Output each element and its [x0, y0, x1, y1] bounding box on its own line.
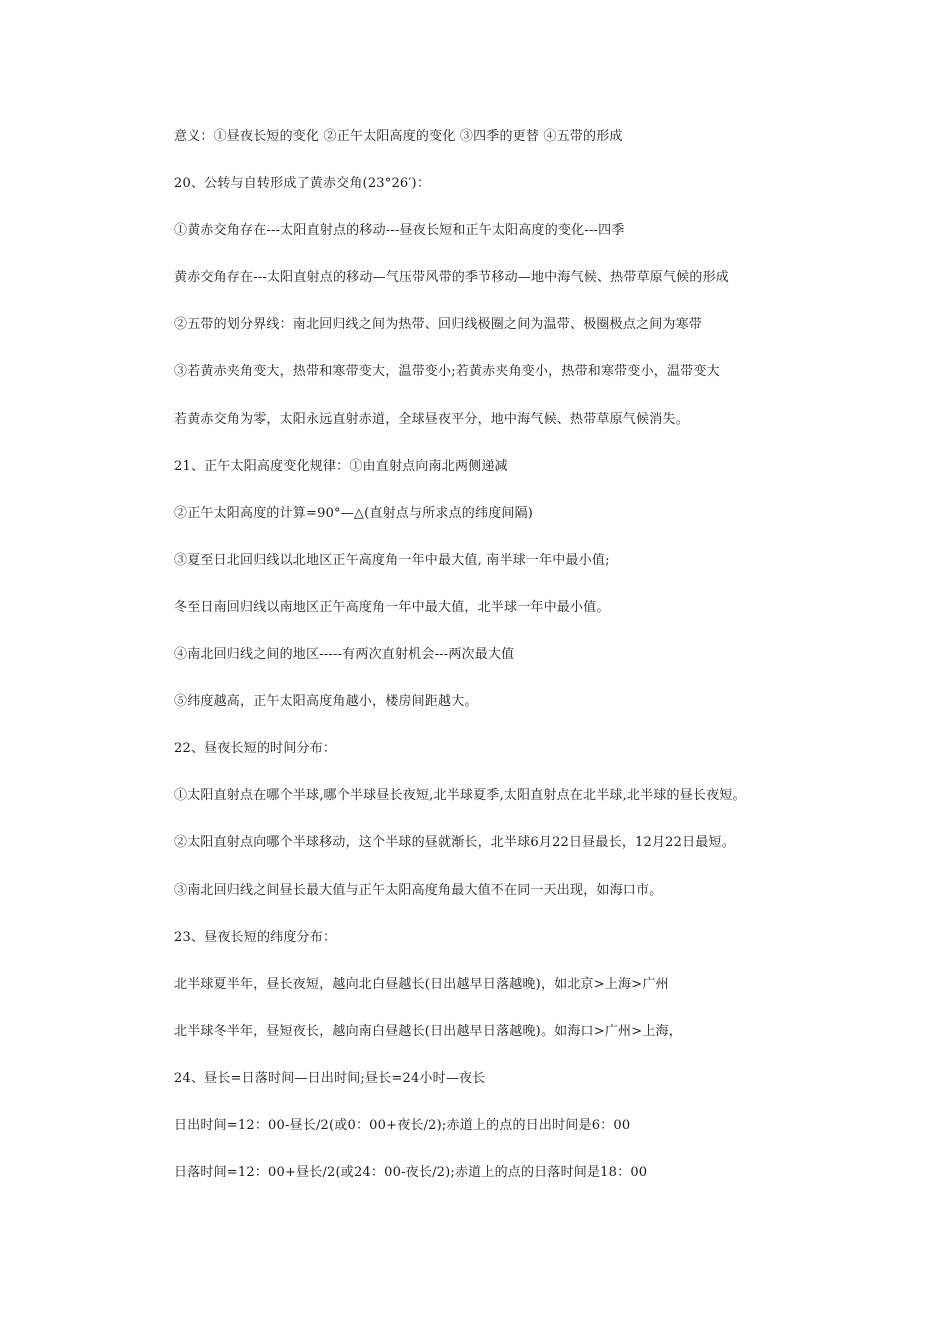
point-21-3: ③夏至日北回归线以北地区正午高度角一年中最大值, 南半球一年中最小值; — [174, 552, 610, 568]
point-22-2: ②太阳直射点向哪个半球移动，这个半球的昼就渐长，北半球6月22日昼最长，12月22日最短。 — [174, 835, 735, 851]
sunset-formula: 日落时间=12：00+昼长/2(或24：00-夜长/2);赤道上的点的日落时间是18：00 — [174, 1165, 648, 1181]
heading-23: 23、昼夜长短的纬度分布： — [174, 929, 337, 945]
point-20-2: ②五带的划分界线：南北回归线之间为热带、回归线极圈之间为温带、极圈极点之间为寒带 — [174, 317, 703, 333]
point-20-3-continued: 若黄赤交角为零，太阳永远直射赤道，全球昼夜平分，地中海气候、热带草原气候消失。 — [174, 411, 689, 427]
heading-24: 24、昼长=日落时间—日出时间;昼长=24小时—夜长 — [174, 1070, 486, 1086]
point-21-4: ④南北回归线之间的地区-----有两次直射机会---两次最大值 — [174, 647, 515, 663]
point-23-summer: 北半球夏半年，昼长夜短，越向北白昼越长(日出越早日落越晚)，如北京>上海>广州 — [174, 976, 669, 992]
point-20-1: ①黄赤交角存在---太阳直射点的移动---昼夜长短和正午太阳高度的变化---四季 — [174, 223, 625, 239]
point-22-3: ③南北回归线之间昼长最大值与正午太阳高度角最大值不在同一天出现，如海口市。 — [174, 882, 663, 898]
heading-20: 20、公转与自转形成了黄赤交角(23°26′)： — [174, 176, 431, 192]
point-21-5: ⑤纬度越高，正午太阳高度角越小，楼房间距越大。 — [174, 694, 478, 710]
document-body — [174, 125, 874, 1208]
heading-22: 22、昼夜长短的时间分布： — [174, 741, 337, 757]
heading-21: 21、正午太阳高度变化规律：①由直射点向南北两侧递减 — [174, 458, 508, 474]
point-23-winter: 北半球冬半年，昼短夜长，越向南白昼越长(日出越早日落越晚)。如海口>广州>上海， — [174, 1023, 682, 1039]
sunrise-formula: 日出时间=12：00-昼长/2(或0：00+夜长/2);赤道上的点的日出时间是6：00 — [174, 1117, 631, 1133]
point-22-1: ①太阳直射点在哪个半球,哪个半球昼长夜短,北半球夏季,太阳直射点在北半球,北半球的昼长夜短。 — [174, 788, 746, 804]
meaning-line: 意义：①昼夜长短的变化 ②正午太阳高度的变化 ③四季的更替 ④五带的形成 — [174, 129, 623, 144]
point-20-3: ③若黄赤夹角变大，热带和寒带变大，温带变小;若黄赤夹角变小，热带和寒带变小，温带变大 — [174, 364, 720, 380]
point-21-2: ②正午太阳高度的计算=90°—△(直射点与所求点的纬度间隔) — [174, 505, 534, 521]
point-20-1-continued: 黄赤交角存在---太阳直射点的移动—气压带风带的季节移动—地中海气候、热带草原气候的形成 — [174, 270, 729, 286]
point-21-3-continued: 冬至日南回归线以南地区正午高度角一年中最大值，北半球一年中最小值。 — [174, 599, 610, 615]
